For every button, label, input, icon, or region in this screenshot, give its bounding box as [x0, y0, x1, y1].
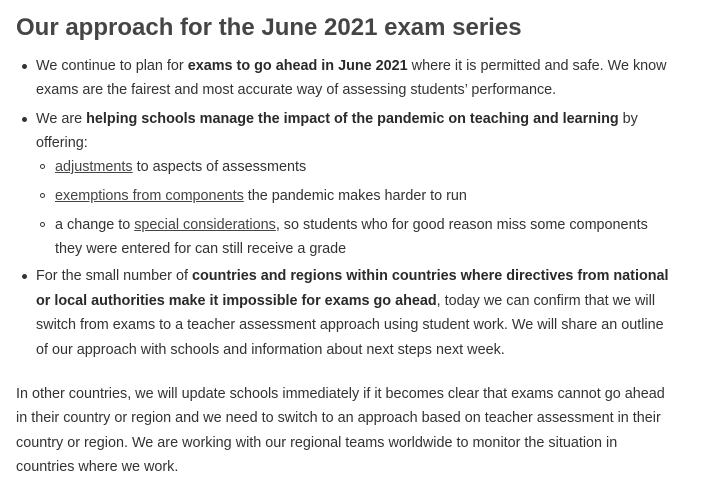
- bullet-1-line-1: [36, 54, 667, 78]
- text: We continue to plan for: [36, 58, 188, 74]
- bullet-3-line-2: [36, 289, 655, 313]
- text: the pandemic makes harder to run: [243, 188, 467, 204]
- adjustments-link[interactable]: adjustments: [55, 159, 133, 175]
- bullet-3-line-4: of our approach with schools and information about next steps next week.: [36, 342, 505, 358]
- bullet-1-line-2: exams are the fairest and most accurate way of assessing students’ performance.: [36, 82, 557, 98]
- sub-bullet-3-line-1: [55, 213, 648, 237]
- sub-bullet-marker: [40, 164, 45, 169]
- exemptions-link[interactable]: exemptions from components: [55, 188, 244, 204]
- text: For the small number of: [36, 268, 192, 284]
- paragraph-line-2: in their country or region and we need to switch to an approach based on teacher assessment in their: [16, 410, 661, 426]
- bullet-marker: [22, 274, 27, 279]
- bullet-marker: [22, 117, 27, 122]
- bold-text: exams to go ahead in June 2021: [187, 58, 408, 74]
- text: a change to: [55, 217, 135, 233]
- paragraph-line-3: country or region. We are working with our regional teams worldwide to monitor the situation in: [16, 435, 618, 451]
- special-considerations-link[interactable]: special considerations: [134, 217, 276, 233]
- text: to aspects of assessments: [132, 159, 307, 175]
- text: , so students who for good reason miss some components: [275, 217, 648, 233]
- paragraph-line-4: countries where we work.: [16, 459, 179, 475]
- sub-bullet-1: [55, 155, 306, 179]
- bullet-marker: [22, 64, 27, 69]
- bullet-2-line-2: offering:: [36, 135, 88, 151]
- sub-bullet-marker: [40, 222, 45, 227]
- sub-bullet-marker: [40, 193, 45, 198]
- bullet-2-line-1: [36, 107, 638, 131]
- text: where it is permitted and safe. We know: [407, 58, 667, 74]
- sub-bullet-3-line-2: they were entered for can still receive a grade: [55, 241, 347, 257]
- bold-text: countries and regions within countries where directives from national: [191, 268, 669, 284]
- text: by: [618, 111, 638, 127]
- paragraph-line-1: In other countries, we will update schools immediately if it becomes clear that exams cannot go ahead: [16, 386, 665, 402]
- sub-bullet-2: [55, 184, 467, 208]
- bullet-3-line-3: switch from exams to a teacher assessment approach using student work. We will share an outline: [36, 317, 664, 333]
- section-heading: Our approach for the June 2021 exam series: [16, 14, 522, 41]
- text: , today we can confirm that we will: [436, 293, 656, 309]
- bold-text: or local authorities make it impossible for exams go ahead: [36, 293, 437, 309]
- text: We are: [36, 111, 87, 127]
- bold-text: helping schools manage the impact of the pandemic on teaching and learning: [86, 111, 619, 127]
- bullet-3-line-1: [36, 264, 669, 288]
